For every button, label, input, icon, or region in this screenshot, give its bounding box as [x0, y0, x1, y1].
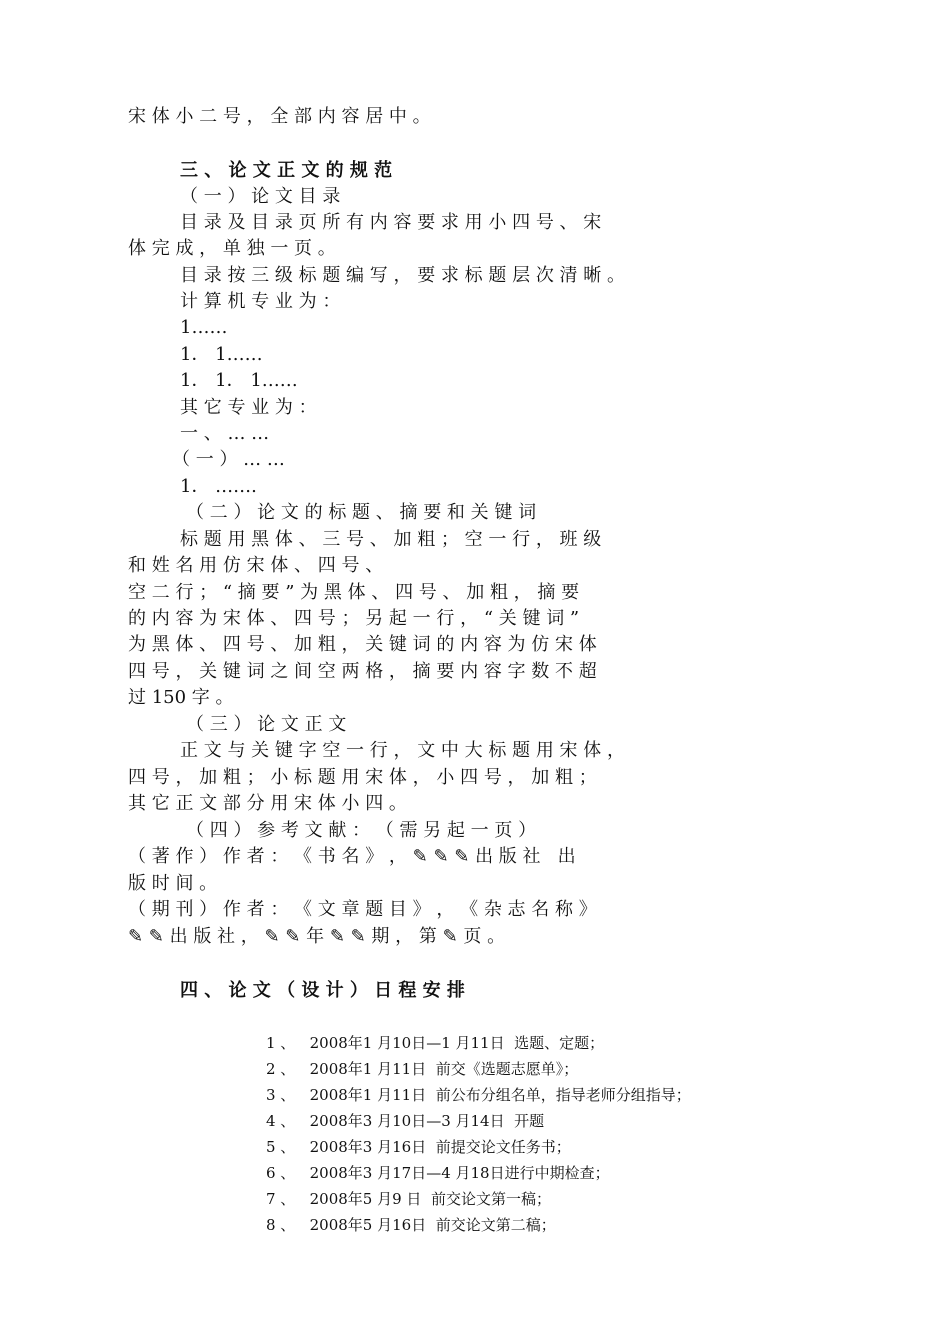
text-line: 其 它 专 业 为 ：	[180, 397, 317, 418]
text-line: 一 、 … …	[180, 423, 270, 444]
text-line: 版 时 间 。	[128, 873, 218, 894]
schedule-item: 4 、 2008年3 月10日—3 月14日 开题	[266, 1112, 545, 1130]
schedule-item: 8 、 2008年5 月16日 前交论文第二稿；	[266, 1216, 556, 1234]
section-heading: 四 、 论 文 （ 设 计 ） 日 程 安 排	[180, 980, 465, 1001]
text-line: （ 一 ） … …	[172, 449, 285, 470]
schedule-item: 5 、 2008年3 月16日 前提交论文任务书；	[266, 1138, 571, 1156]
subsection-heading: （ 二 ） 论 文 的 标 题 、 摘 要 和 关 键 词	[186, 502, 537, 523]
schedule-item: 3 、 2008年1 月11日 前公布分组名单，指导老师分组指导；	[266, 1086, 691, 1104]
text-line: 体 完 成 ， 单 独 一 页 。	[128, 238, 336, 259]
text-line: 标 题 用 黑 体 、 三 号 、 加 粗 ； 空 一 行 ， 班 级	[180, 529, 602, 550]
text-line: （ 著 作 ） 作 者 ： 《 书 名 》 ， ✎ ✎ ✎ 出 版 社 出	[128, 846, 576, 867]
text-line: 正 文 与 关 键 字 空 一 行 ， 文 中 大 标 题 用 宋 体 ，	[180, 740, 625, 761]
text-line: 目 录 按 三 级 标 题 编 写 ， 要 求 标 题 层 次 清 晰 。	[180, 265, 625, 286]
schedule-item: 6 、 2008年3 月17日—4 月18日进行中期检查；	[266, 1164, 610, 1182]
text-line: 其 它 正 文 部 分 用 宋 体 小 四 。	[128, 793, 407, 814]
schedule-item: 7 、 2008年5 月9 日 前交论文第一稿；	[266, 1190, 551, 1208]
text-line: 1． 1． 1……	[180, 370, 298, 391]
schedule-item: 2 、 2008年1 月11日 前交《选题志愿单》；	[266, 1060, 579, 1078]
subsection-heading: （ 三 ） 论 文 正 文	[186, 714, 347, 735]
schedule-item: 1 、 2008年1 月10日—1 月11日 选题、定题；	[266, 1034, 605, 1052]
text-line: 四 号 ， 关 键 词 之 间 空 两 格 ， 摘 要 内 容 字 数 不 超	[128, 661, 597, 682]
text-line: 计 算 机 专 业 为 ：	[180, 291, 341, 312]
text-line: 过 150 字 。	[128, 687, 234, 708]
text-line: ✎ ✎ 出 版 社 ， ✎ ✎ 年 ✎ ✎ 期 ， 第 ✎ 页 。	[128, 926, 506, 947]
text-line: 宋 体 小 二 号 ， 全 部 内 容 居 中 。	[128, 106, 431, 127]
subsection-heading: （ 一 ） 论 文 目 录	[180, 186, 341, 207]
text-line: 1……	[180, 317, 228, 338]
text-line: 四 号 ， 加 粗 ； 小 标 题 用 宋 体 ， 小 四 号 ， 加 粗 ；	[128, 767, 597, 788]
text-line: 和 姓 名 用 仿 宋 体 、 四 号 、	[128, 555, 384, 576]
text-line: 空 二 行 ； “ 摘 要 ” 为 黑 体 、 四 号 、 加 粗 ， 摘 要	[128, 582, 580, 603]
text-line: 的 内 容 为 宋 体 、 四 号 ； 另 起 一 行 ， “ 关 键 词 ”	[128, 608, 580, 629]
text-line: 为 黑 体 、 四 号 、 加 粗 ， 关 键 词 的 内 容 为 仿 宋 体	[128, 634, 597, 655]
text-line: 目 录 及 目 录 页 所 有 内 容 要 求 用 小 四 号 、 宋	[180, 212, 602, 233]
section-heading: 三 、 论 文 正 文 的 规 范	[180, 160, 393, 181]
text-line: 1． 1……	[180, 344, 263, 365]
subsection-heading: （ 四 ） 参 考 文 献 ： （ 需 另 起 一 页 ）	[186, 820, 537, 841]
text-line: 1． …….	[180, 476, 257, 497]
text-line: （ 期 刊 ） 作 者 ： 《 文 章 题 目 》 ， 《 杂 志 名 称 》	[128, 899, 597, 920]
